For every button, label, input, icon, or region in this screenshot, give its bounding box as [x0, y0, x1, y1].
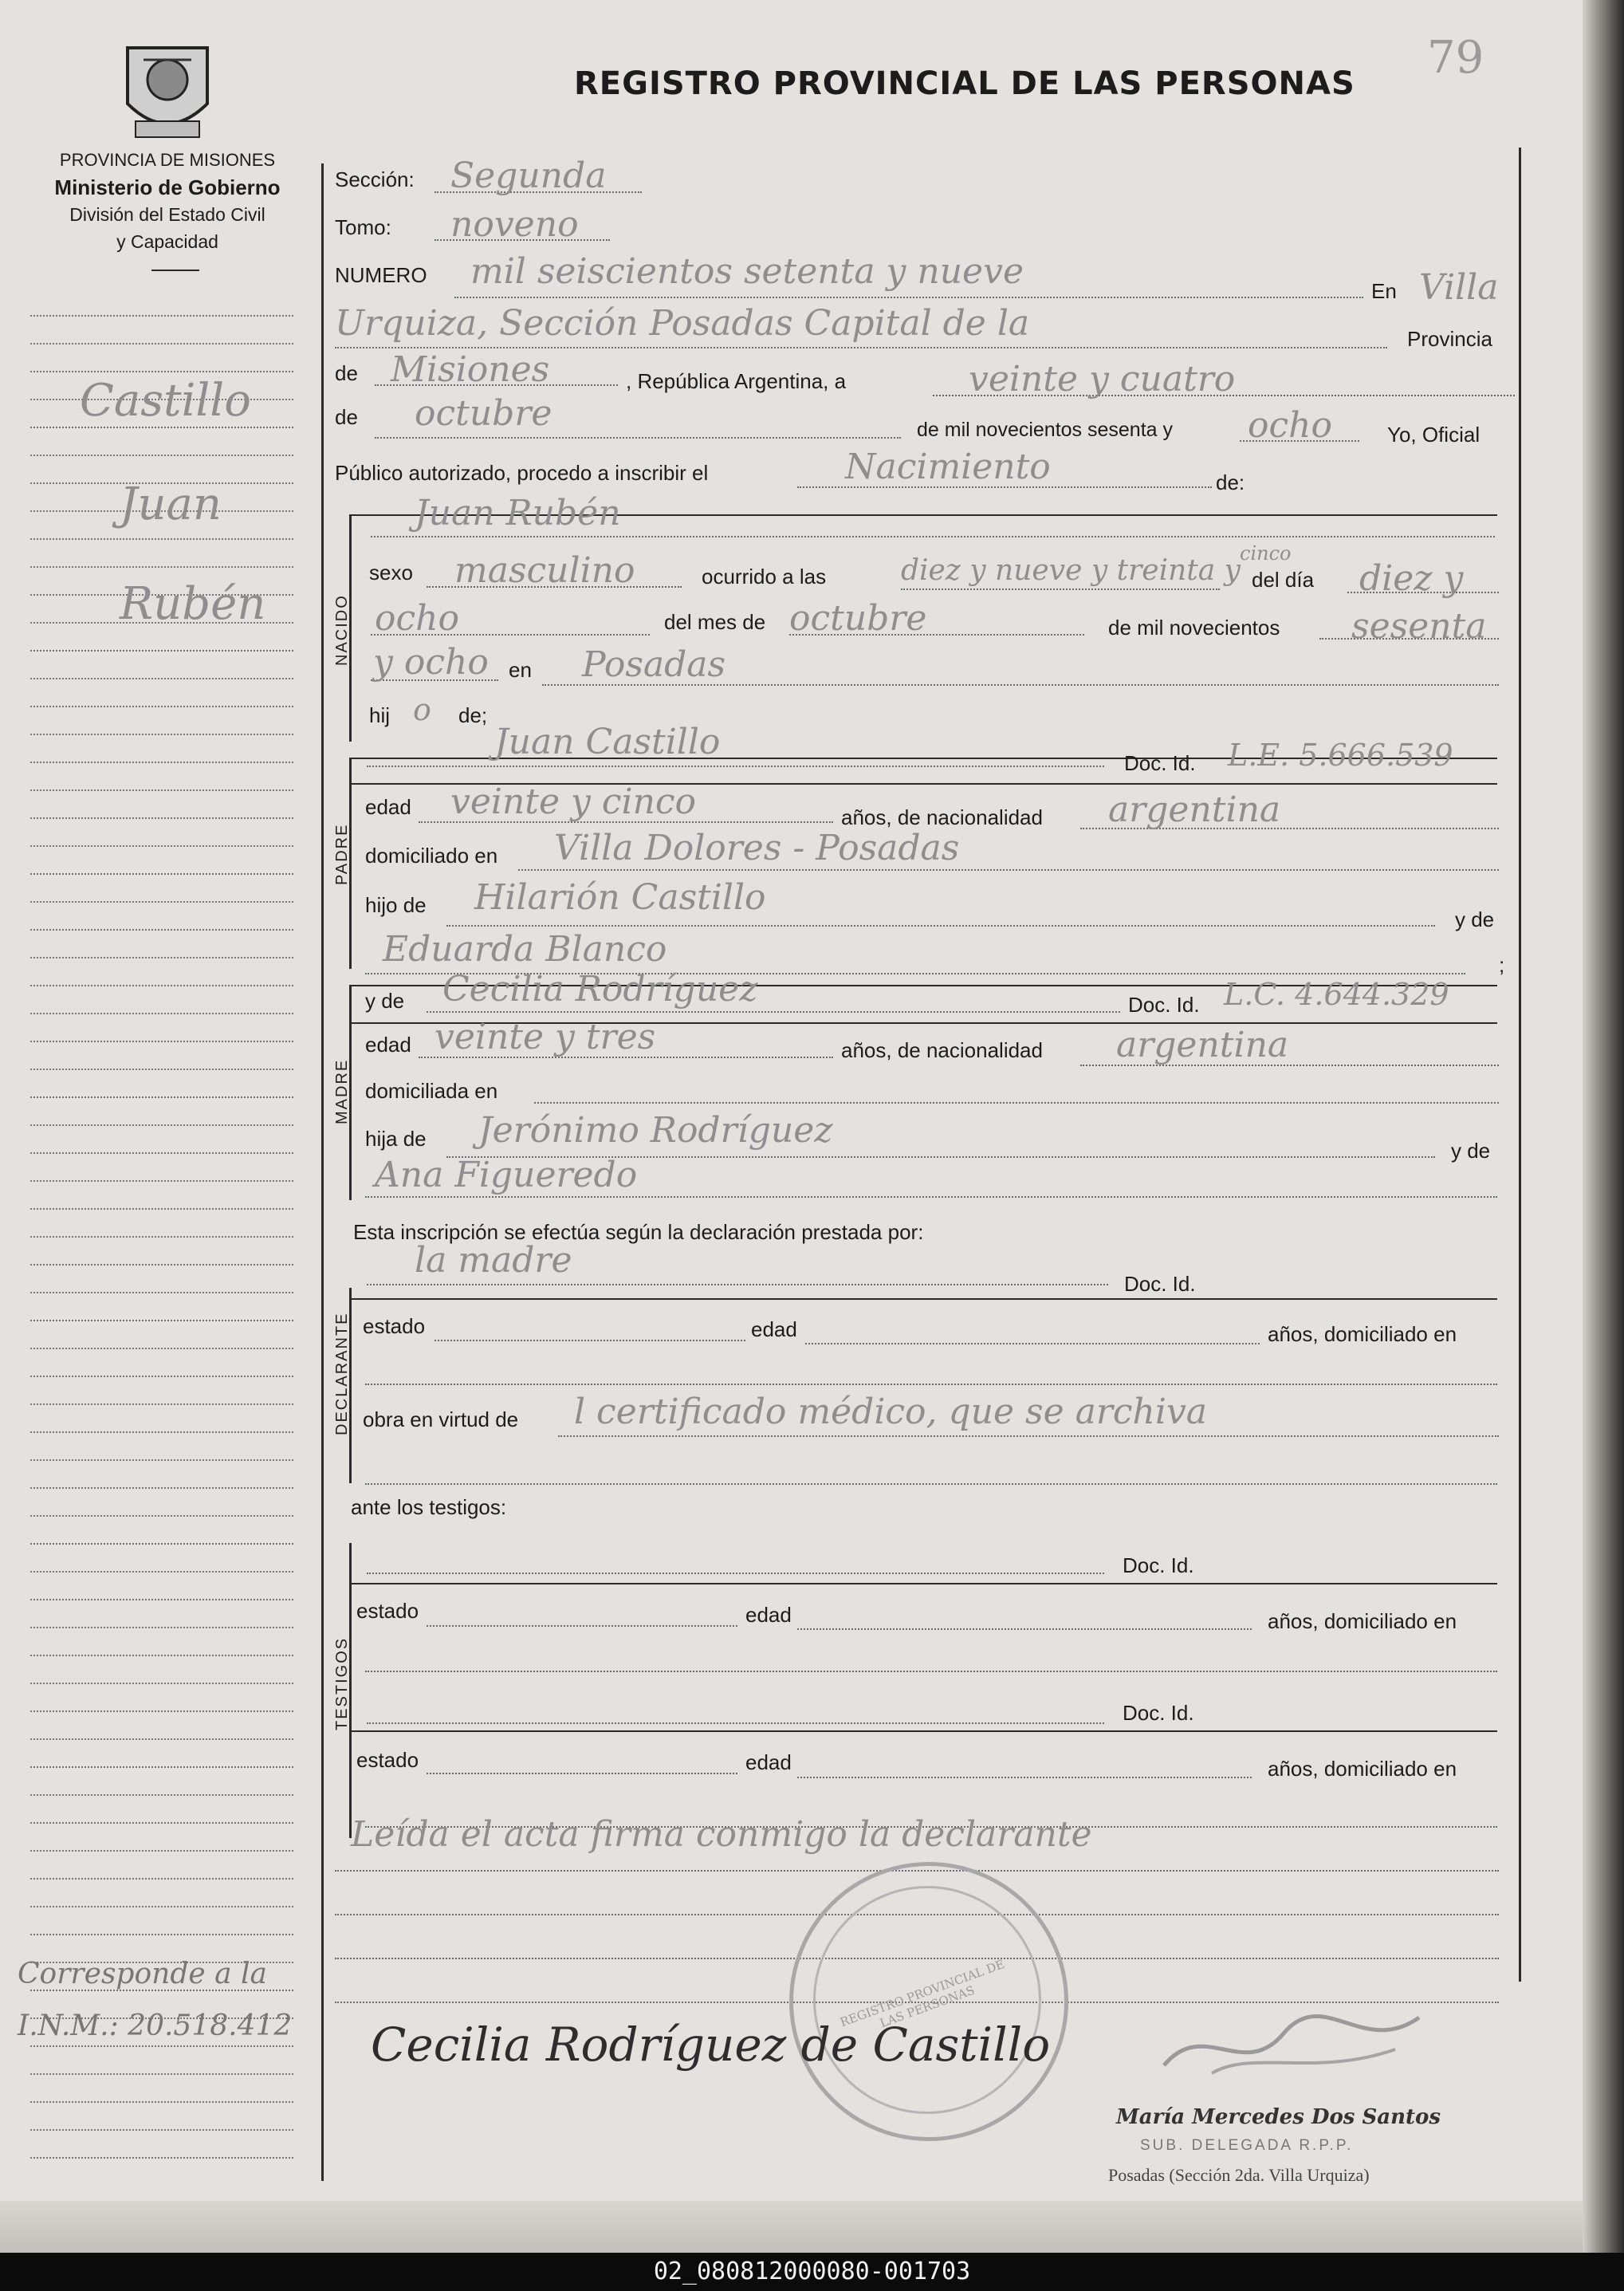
hijo-de-label: de;: [458, 703, 488, 727]
madre-section-label: MADRE: [333, 1058, 351, 1124]
page-title: REGISTRO PROVINCIAL DE LAS PERSONAS: [574, 65, 1355, 102]
official-signature-scribble: [1156, 2002, 1427, 2089]
testigo2-dom-label: años, domiciliado en: [1268, 1757, 1457, 1781]
binding-edge: [1583, 0, 1624, 2253]
testigo2-doc-label: Doc. Id.: [1123, 1701, 1194, 1725]
declarante-section-label: DECLARANTE: [333, 1312, 351, 1435]
margin-given-name-2: Rubén: [120, 578, 266, 630]
year-label: de mil novecientos sesenta y: [917, 419, 1174, 441]
padre-hijo-label: hijo de: [365, 893, 427, 917]
declarant-signature: Cecilia Rodríguez de Castillo: [371, 2017, 1051, 2072]
numero-label: NUMERO: [335, 263, 427, 287]
padre-hijo-value: Hilarión Castillo: [474, 877, 766, 918]
sexo-value: masculino: [454, 550, 635, 591]
tomo-label: Tomo:: [335, 215, 391, 239]
madre-name-value: Cecilia Rodríguez: [442, 969, 758, 1010]
inscribir-label: Público autorizado, procedo a inscribir el: [335, 461, 709, 485]
de2-label: de: [335, 405, 358, 429]
day-value: veinte y cuatro: [969, 359, 1236, 400]
madre-madre-value: Ana Figueredo: [375, 1155, 638, 1195]
ocurrido-label: ocurrido a las: [702, 565, 827, 588]
provincia-label: Provincia: [1407, 327, 1492, 351]
nacido-section-label: NACIDO: [333, 594, 351, 666]
declarante-estado-label: estado: [363, 1314, 426, 1338]
margin-note-2: I.N.M.: 20.518.412: [18, 2010, 293, 2042]
anio-label: de mil novecientos: [1108, 616, 1280, 640]
padre-nac-label: años, de nacionalidad: [841, 805, 1043, 829]
testigo2-estado-label: estado: [356, 1748, 419, 1772]
padre-dom-label: domiciliado en: [365, 844, 498, 868]
official-seal-stamp: [789, 1862, 1068, 2141]
org-line-2: Ministerio de Gobierno: [54, 175, 281, 199]
tomo-value: noveno: [450, 204, 579, 245]
seccion-label: Sección:: [335, 167, 415, 191]
declarante-dom-label: años, domiciliado en: [1268, 1322, 1457, 1346]
org-line-3: División del Estado Civil: [69, 204, 265, 225]
declarante-doc-label: Doc. Id.: [1124, 1272, 1196, 1296]
inscribir-value: Nacimiento: [845, 447, 1051, 487]
padre-semicolon: ;: [1499, 953, 1505, 977]
hijo-value: o: [413, 692, 431, 727]
org-line-4: y Capacidad: [116, 231, 218, 252]
madre-edad-value: veinte y tres: [435, 1017, 656, 1057]
en-label: En: [1371, 279, 1397, 303]
en-nacido-label: en: [509, 658, 532, 682]
padre-madre-value: Eduarda Blanco: [383, 929, 667, 970]
hora-extra: cinco: [1240, 542, 1292, 565]
sexo-label: sexo: [369, 561, 413, 585]
madre-hija-label: hija de: [365, 1127, 427, 1151]
padre-doc-label: Doc. Id.: [1124, 751, 1196, 775]
year-value: ocho: [1248, 405, 1332, 446]
anio-value: sesenta: [1351, 606, 1487, 647]
padre-section-label: PADRE: [333, 823, 351, 885]
testigo1-edad-label: edad: [745, 1603, 792, 1627]
declarante-obra-value: l certificado médico, que se archiva: [574, 1392, 1208, 1432]
madre-nac-value: argentina: [1116, 1025, 1289, 1065]
padre-y-de-label: y de: [1455, 907, 1495, 931]
declarante-obra-label: obra en virtud de: [363, 1407, 519, 1431]
padre-edad-label: edad: [365, 795, 411, 819]
oficial-label: Yo, Oficial: [1387, 423, 1480, 447]
hijo-label: hij: [369, 703, 391, 727]
anio-value-2: y ocho: [373, 642, 489, 683]
madre-dom-label: domiciliada en: [365, 1079, 498, 1103]
official-office: Posadas (Sección 2da. Villa Urquiza): [1108, 2165, 1370, 2185]
padre-nac-value: argentina: [1108, 789, 1281, 830]
padre-edad-value: veinte y cinco: [450, 781, 697, 822]
de3-label: de:: [1216, 470, 1245, 494]
image-identifier: 02_080812000080-001703: [0, 2253, 1624, 2291]
madre-edad-label: edad: [365, 1033, 411, 1057]
padre-name-value: Juan Castillo: [494, 722, 721, 762]
org-divider: [151, 270, 199, 271]
madre-doc-value: L.C. 4.644.329: [1224, 977, 1449, 1012]
official-name: María Mercedes Dos Santos: [1116, 2105, 1441, 2129]
padre-doc-value: L.E. 5.666.539: [1228, 738, 1453, 773]
declarante-name-value: la madre: [415, 1240, 572, 1281]
official-title: SUB. DELEGADA R.P.P.: [1140, 2137, 1354, 2154]
page-number: 79: [1427, 32, 1484, 84]
numero-value: mil seiscientos setenta y nueve: [470, 251, 1024, 292]
madre-yde-label: y de: [365, 989, 405, 1013]
testigos-section-label: TESTIGOS: [333, 1636, 351, 1730]
en-value: Villa: [1419, 267, 1499, 308]
province-crest-logo: [120, 32, 215, 144]
mes-label: del mes de: [664, 610, 766, 634]
padre-dom-value: Villa Dolores - Posadas: [554, 828, 960, 868]
de-label: de: [335, 361, 358, 385]
lugar-value: Posadas: [582, 644, 726, 685]
testigo1-estado-label: estado: [356, 1599, 419, 1623]
org-line-1: PROVINCIA DE MISIONES: [59, 150, 276, 170]
form-right-border: [1519, 148, 1521, 1982]
page-bottom-shadow: [0, 2201, 1583, 2253]
closing-text: Leída el acta firma conmigo la declarante: [351, 1814, 1092, 1855]
month-value: octubre: [415, 393, 552, 434]
del-dia-label: del día: [1252, 568, 1315, 592]
mes-value: octubre: [789, 598, 927, 639]
province-value: Misiones: [391, 349, 550, 390]
testigo1-doc-label: Doc. Id.: [1123, 1553, 1194, 1577]
margin-surname: Castillo: [80, 375, 251, 427]
hora-value: diez y nueve y treinta y: [901, 554, 1241, 587]
margin-note-1: Corresponde a la: [18, 1958, 267, 1990]
declarante-edad-label: edad: [751, 1317, 797, 1341]
madre-hija-value: Jerónimo Rodríguez: [478, 1110, 833, 1151]
margin-given-name-1: Juan: [120, 478, 222, 530]
madre-y-de-label: y de: [1451, 1139, 1491, 1163]
seccion-value: Segunda: [450, 155, 607, 196]
place-value: Urquiza, Sección Posadas Capital de la: [335, 303, 1030, 344]
madre-nac-label: años, de nacionalidad: [841, 1038, 1043, 1062]
republica-label: , República Argentina, a: [626, 369, 847, 393]
testigo1-dom-label: años, domiciliado en: [1268, 1609, 1457, 1633]
dia-value: diez y: [1359, 558, 1464, 599]
testigos-intro-label: ante los testigos:: [351, 1495, 507, 1519]
form-left-border: [321, 163, 324, 2181]
declarante-intro-label: Esta inscripción se efectúa según la declaración prestada por:: [353, 1220, 924, 1244]
stamp-text: REGISTRO PROVINCIAL DE LAS PERSONAS: [838, 1956, 1007, 2031]
testigo2-edad-label: edad: [745, 1750, 792, 1774]
dia-value-2: ocho: [375, 598, 459, 639]
nacido-name-value: Juan Rubén: [415, 493, 621, 533]
madre-doc-label: Doc. Id.: [1128, 993, 1200, 1017]
